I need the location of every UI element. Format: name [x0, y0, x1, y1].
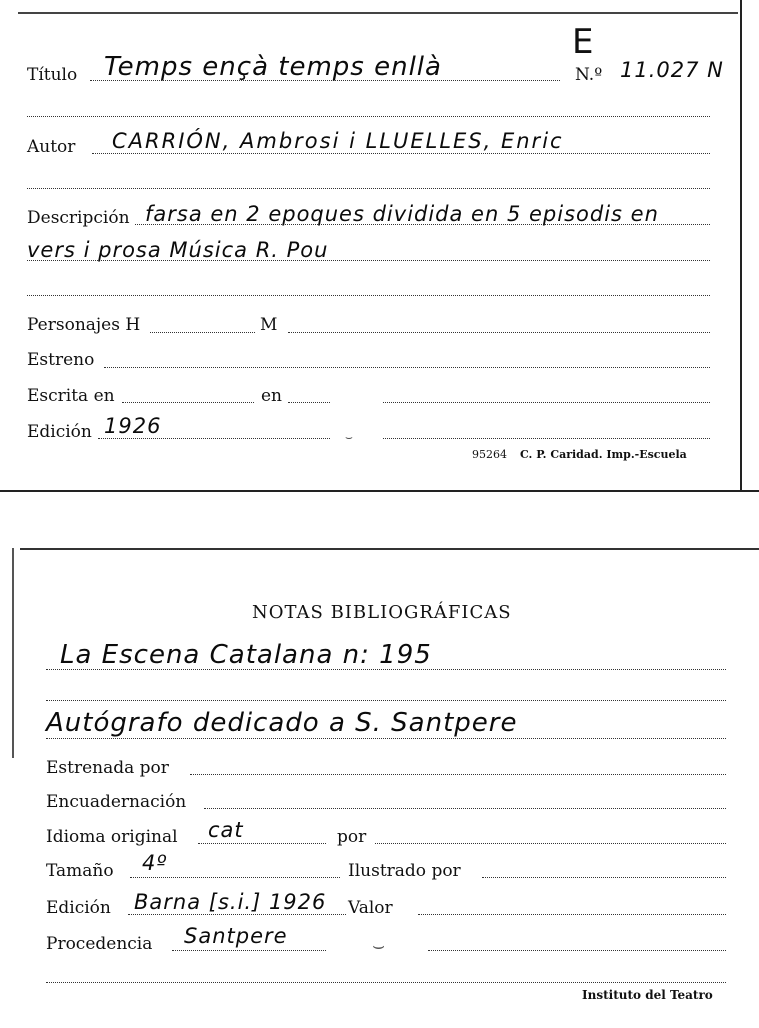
edition-label-bottom: Edición [46, 898, 111, 918]
edition-value-bottom: Barna [s.i.] 1926 [134, 890, 327, 914]
size-line [130, 877, 340, 878]
letter-mark: E [572, 22, 594, 62]
description-label: Descripción [27, 208, 130, 228]
origin-line [172, 950, 326, 951]
value-label: Valor [348, 898, 393, 918]
description-line2: vers i prosa Música R. Pou [27, 238, 329, 262]
characters-label: Personajes H [27, 315, 141, 335]
printer-code: 95264 [472, 448, 507, 461]
edition-line-bottom [128, 914, 346, 915]
size-label: Tamaño [46, 861, 114, 881]
written-extra-line [383, 402, 710, 403]
binding-line [204, 808, 726, 809]
premiere-line [104, 367, 710, 368]
catalog-card-top [0, 0, 742, 490]
number-value: 11.027 N [620, 58, 724, 82]
title-label: Título [27, 65, 78, 85]
card-bottom-top-border [20, 548, 759, 550]
note-rule-3 [46, 738, 726, 739]
author-value: CARRIÓN, Ambrosi i LLUELLES, Enric [112, 129, 564, 153]
value-line [418, 914, 726, 915]
premiered-by-label: Estrenada por [46, 758, 169, 778]
author-extra-line [27, 188, 710, 189]
institution-name: Instituto del Teatro [582, 988, 713, 1002]
catalog-card-bottom [12, 548, 759, 1028]
card-top-border [18, 12, 738, 14]
speck-mark: ⌣ [345, 430, 353, 444]
edition-label: Edición [27, 422, 92, 442]
number-label: N.º [575, 65, 603, 85]
original-language-label: Idioma original [46, 827, 178, 847]
note-rule-2 [46, 700, 726, 701]
origin-value: Santpere [184, 924, 288, 948]
edition-extra-line [383, 438, 710, 439]
edition-value: 1926 [104, 414, 162, 438]
characters-m-line [288, 332, 710, 333]
characters-m-label: M [260, 315, 278, 335]
written-en-line [288, 402, 330, 403]
description-line1: farsa en 2 epoques dividida en 5 episodis en [145, 202, 659, 226]
by-label: por [337, 827, 367, 847]
original-language-value: cat [208, 818, 244, 842]
edition-line [98, 438, 330, 439]
author-label: Autor [27, 137, 76, 157]
origin-label: Procedencia [46, 934, 153, 954]
author-line [92, 153, 710, 154]
printer-name: C. P. Caridad. Imp.-Escuela [520, 448, 687, 461]
title-value: Temps ençà temps enllà [104, 52, 442, 82]
note-line-1: La Escena Catalana n: 195 [60, 640, 432, 670]
size-value: 4º [142, 851, 168, 875]
premiere-label: Estreno [27, 350, 95, 370]
written-label: Escrita en [27, 386, 115, 406]
speck-mark-bottom: ⌣ [372, 933, 386, 957]
card-bottom-left-border [12, 548, 14, 758]
note-rule-1 [46, 669, 726, 670]
illustrated-by-label: Ilustrado por [348, 861, 461, 881]
characters-h-line [150, 332, 255, 333]
closing-rule [46, 982, 726, 983]
original-language-line [198, 843, 326, 844]
origin-extra-line [428, 950, 726, 951]
binding-label: Encuadernación [46, 792, 187, 812]
notes-heading: NOTAS BIBLIOGRÁFICAS [252, 602, 512, 623]
title-extra-line [27, 116, 710, 117]
by-line [375, 843, 726, 844]
premiered-by-line [190, 774, 726, 775]
written-line [122, 402, 254, 403]
description-line-3 [27, 295, 710, 296]
written-en-label: en [261, 386, 283, 406]
illustrated-by-line [482, 877, 726, 878]
card-top-bottom-border [0, 490, 759, 492]
note-line-2: Autógrafo dedicado a S. Santpere [46, 708, 518, 738]
